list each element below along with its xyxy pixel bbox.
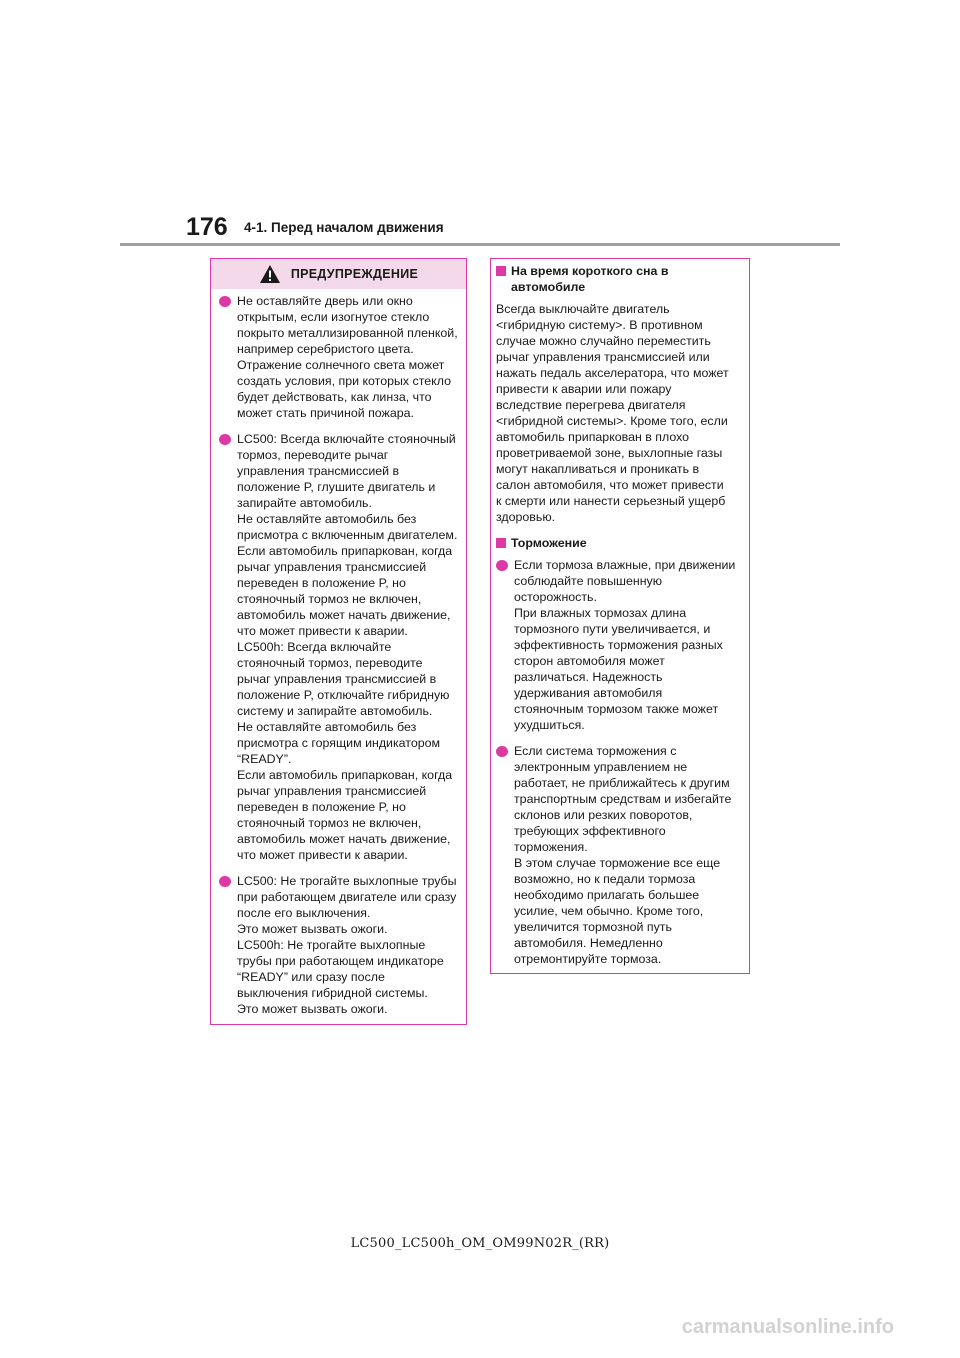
- section-heading-braking: [496, 535, 743, 551]
- braking-item: [496, 557, 743, 733]
- bullet-icon: [219, 434, 231, 445]
- watermark: carmanualsonline.info: [681, 1316, 894, 1338]
- braking-item-text: Если тормоза влажные, при движении соблюдайте повышенную осторожность. При влажных тормозах длина тормозного пути увеличивается, и эффективность торможения разных сторон автомобиля может различаться. Надежность удерживания автомобиля стояночным тормозом также может ухудшиться.: [514, 558, 736, 732]
- bullet-icon: [496, 746, 508, 757]
- braking-item-text: Если система торможения с электронным управлением не работает, не приближайтесь к другим транспортным средствам и избегайте склонов или резких поворотов, требующих эффективного торможения. В этом случае торможение все еще возможно, но к педали тормоза необходимо прилагать большее усилие, чем обычно. Кроме того, увеличится тормозной путь автомобиля. Немедленно отремонтируйте тормоза.: [514, 744, 732, 966]
- warning-header: [211, 259, 466, 289]
- warning-item: [219, 873, 460, 1017]
- bullet-icon: [219, 876, 231, 887]
- warning-triangle-icon: [259, 264, 281, 284]
- right-column-box: [490, 258, 750, 974]
- warning-item-text: LC500: Не трогайте выхлопные трубы при работающем двигателе или сразу после его выключения. Это может вызвать ожоги. LC500h: Не трогайте выхлопные трубы при работающем индикаторе “READY” или сразу после выключения гибридной системы. Это может вызвать ожоги.: [237, 874, 457, 1016]
- page-number: 176: [186, 213, 228, 241]
- braking-item: [496, 743, 743, 967]
- square-bullet-icon: [496, 266, 506, 276]
- warning-body: [211, 289, 466, 1017]
- warning-title: ПРЕДУПРЕЖДЕНИЕ: [290, 267, 419, 281]
- short-sleep-paragraph: Всегда выключайте двигатель <гибридную систему>. В противном случае можно случайно переместить рычаг управления трансмиссией или нажать педаль акселератора, что может привести к аварии или пожару вследствие перегрева двигателя <гибридной системы>. Кроме того, если автомобиль припаркован в плохо проветриваемой зоне, выхлопные газы могут накапливаться и проникать в салон автомобиля, что может привести к смерти или нанести серьезный ущерб здоровью.: [496, 302, 729, 524]
- section-heading-short-sleep: [496, 263, 743, 295]
- bullet-icon: [496, 560, 508, 571]
- square-bullet-icon: [496, 538, 506, 548]
- warning-item-text: Не оставляйте дверь или окно открытым, если изогнутое стекло покрыто металлизированной пленкой, например серебристого цвета. Отражение солнечного света может создать условия, при которых стекло будет действовать, как линза, что может стать причиной пожара.: [237, 294, 458, 420]
- warning-item: [219, 431, 460, 863]
- header-rule: [120, 243, 840, 246]
- document-code: LC500_LC500h_OM_OM99N02R_(RR): [350, 1236, 610, 1251]
- heading-text: Торможение: [511, 536, 587, 550]
- warning-item-text: LC500: Всегда включайте стояночный тормоз, переводите рычаг управления трансмиссией в положение P, глушите двигатель и запирайте автомобиль. Не оставляйте автомобиль без присмотра с включенным двигателем. Если автомобиль припаркован, когда рычаг управления трансмиссией переведен в положение P, но стояночный тормоз не включен, автомобиль может начать движение, что может привести к аварии. LC500h: Всегда включайте стояночный тормоз, переводите рычаг управления трансмиссией в положение P, отключайте гибридную систему и запирайте автомобиль. Не оставляйте автомобиль без присмотра с горящим индикатором “READY”. Если автомобиль припаркован, когда рычаг управления трансмиссией переведен в положение P, но стояночный тормоз не включен, автомобиль может начать движение, что может привести к аварии.: [237, 432, 458, 862]
- warning-item: [219, 293, 460, 421]
- heading-text: На время короткого сна в автомобиле: [511, 264, 669, 294]
- warning-box: [210, 258, 467, 1025]
- section-title: 4-1. Перед началом движения: [244, 220, 444, 235]
- bullet-icon: [219, 296, 231, 307]
